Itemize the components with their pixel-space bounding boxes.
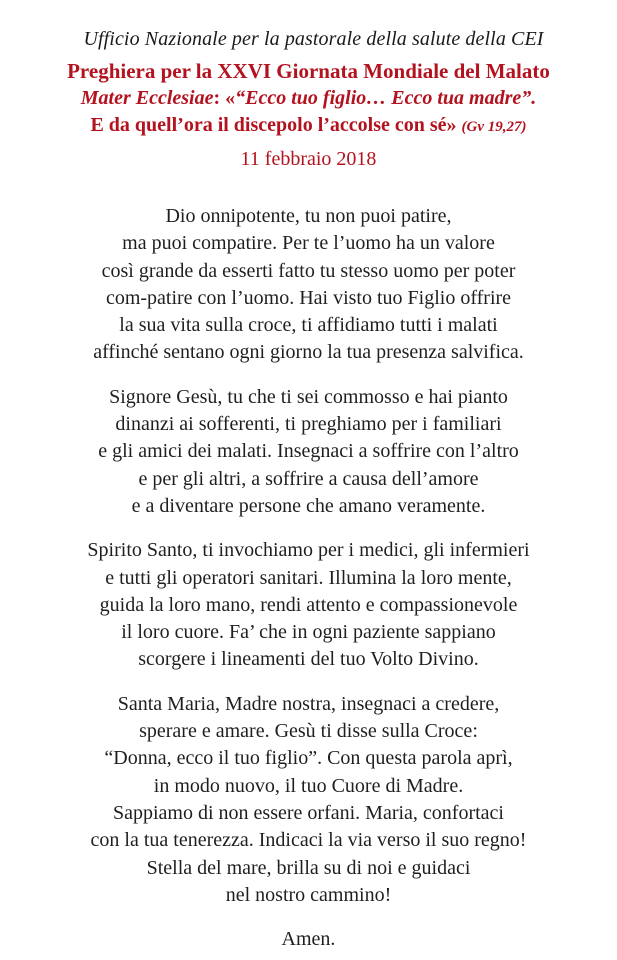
amen: Amen. bbox=[281, 928, 336, 951]
stanza-3 bbox=[0, 537, 617, 673]
prayer-line: Stella del mare, brilla su di noi e guidaci bbox=[146, 856, 471, 879]
prayer-line: e a diventare persone che amano veramente. bbox=[131, 494, 486, 517]
prayer-line: Spirito Santo, ti invochiamo per i medici, gli infermieri bbox=[87, 539, 530, 562]
prayer-line: sperare e amare. Gesù ti disse sulla Croce: bbox=[139, 720, 478, 743]
subtitle-quote: “Ecco tuo figlio… Ecco tua madre”. bbox=[235, 87, 537, 109]
prayer-line: il loro cuore. Fa’ che in ogni paziente sappiano bbox=[121, 621, 496, 644]
prayer-line: Dio onnipotente, tu non puoi patire, bbox=[165, 205, 452, 227]
prayer-line: Santa Maria, Madre nostra, insegnaci a credere, bbox=[117, 692, 500, 715]
prayer-line: e per gli altri, a soffrire a causa dell’amore bbox=[138, 467, 479, 490]
stanza-1 bbox=[0, 203, 617, 367]
prayer-date: 11 febbraio 2018 bbox=[240, 148, 377, 170]
subtitle-separator: : « bbox=[213, 87, 236, 109]
subtitle-line-1 bbox=[0, 85, 617, 112]
prayer-line: Sappiamo di non essere orfani. Maria, confortaci bbox=[113, 801, 504, 824]
prayer-line: e tutti gli operatori sanitari. Illumina la loro mente, bbox=[105, 566, 512, 589]
subtitle-mater-ecclesiae: Mater Ecclesiae bbox=[80, 87, 214, 109]
prayer-line: “Donna, ecco il tuo figlio”. Con questa parola aprì, bbox=[104, 747, 513, 770]
prayer-line: Signore Gesù, tu che ti sei commosso e hai pianto bbox=[109, 385, 508, 408]
stanza-2 bbox=[0, 384, 617, 520]
prayer-line: nel nostro cammino! bbox=[225, 883, 392, 906]
document-header bbox=[0, 28, 617, 171]
prayer-line: così grande da esserti fatto tu stesso uomo per poter bbox=[101, 259, 516, 282]
prayer-line: con la tua tenerezza. Indicaci la via verso il suo regno! bbox=[90, 829, 527, 852]
stanza-4 bbox=[0, 691, 617, 909]
prayer-line: la sua vita sulla croce, ti affidiamo tutti i malati bbox=[119, 314, 498, 337]
prayer-line: com-patire con l’uomo. Hai visto tuo Figlio offrire bbox=[105, 286, 512, 309]
prayer-line: e gli amici dei malati. Insegnaci a soffrire con l’altro bbox=[98, 440, 519, 463]
prayer-line: guida la loro mano, rendi attento e compassionevole bbox=[99, 593, 518, 616]
prayer-line: in modo nuovo, il tuo Cuore di Madre. bbox=[153, 774, 464, 797]
subtitle-text: E da quell’ora il discepolo l’accolse con sé» bbox=[90, 114, 462, 136]
subtitle-line-2 bbox=[0, 112, 617, 141]
prayer-body bbox=[0, 203, 617, 953]
subtitle-reference: (Gv 19,27) bbox=[461, 119, 527, 135]
office-name: Ufficio Nazionale per la pastorale della salute della CEI bbox=[83, 28, 544, 50]
prayer-line: scorgere i lineamenti del tuo Volto Divino. bbox=[138, 648, 479, 671]
prayer-line: dinanzi ai sofferenti, ti preghiamo per i familiari bbox=[115, 413, 502, 436]
prayer-line: ma puoi compatire. Per te l’uomo ha un valore bbox=[122, 232, 495, 255]
prayer-title: Preghiera per la XXVI Giornata Mondiale del Malato bbox=[67, 59, 550, 83]
prayer-line: affinché sentano ogni giorno la tua presenza salvifica. bbox=[93, 341, 524, 364]
